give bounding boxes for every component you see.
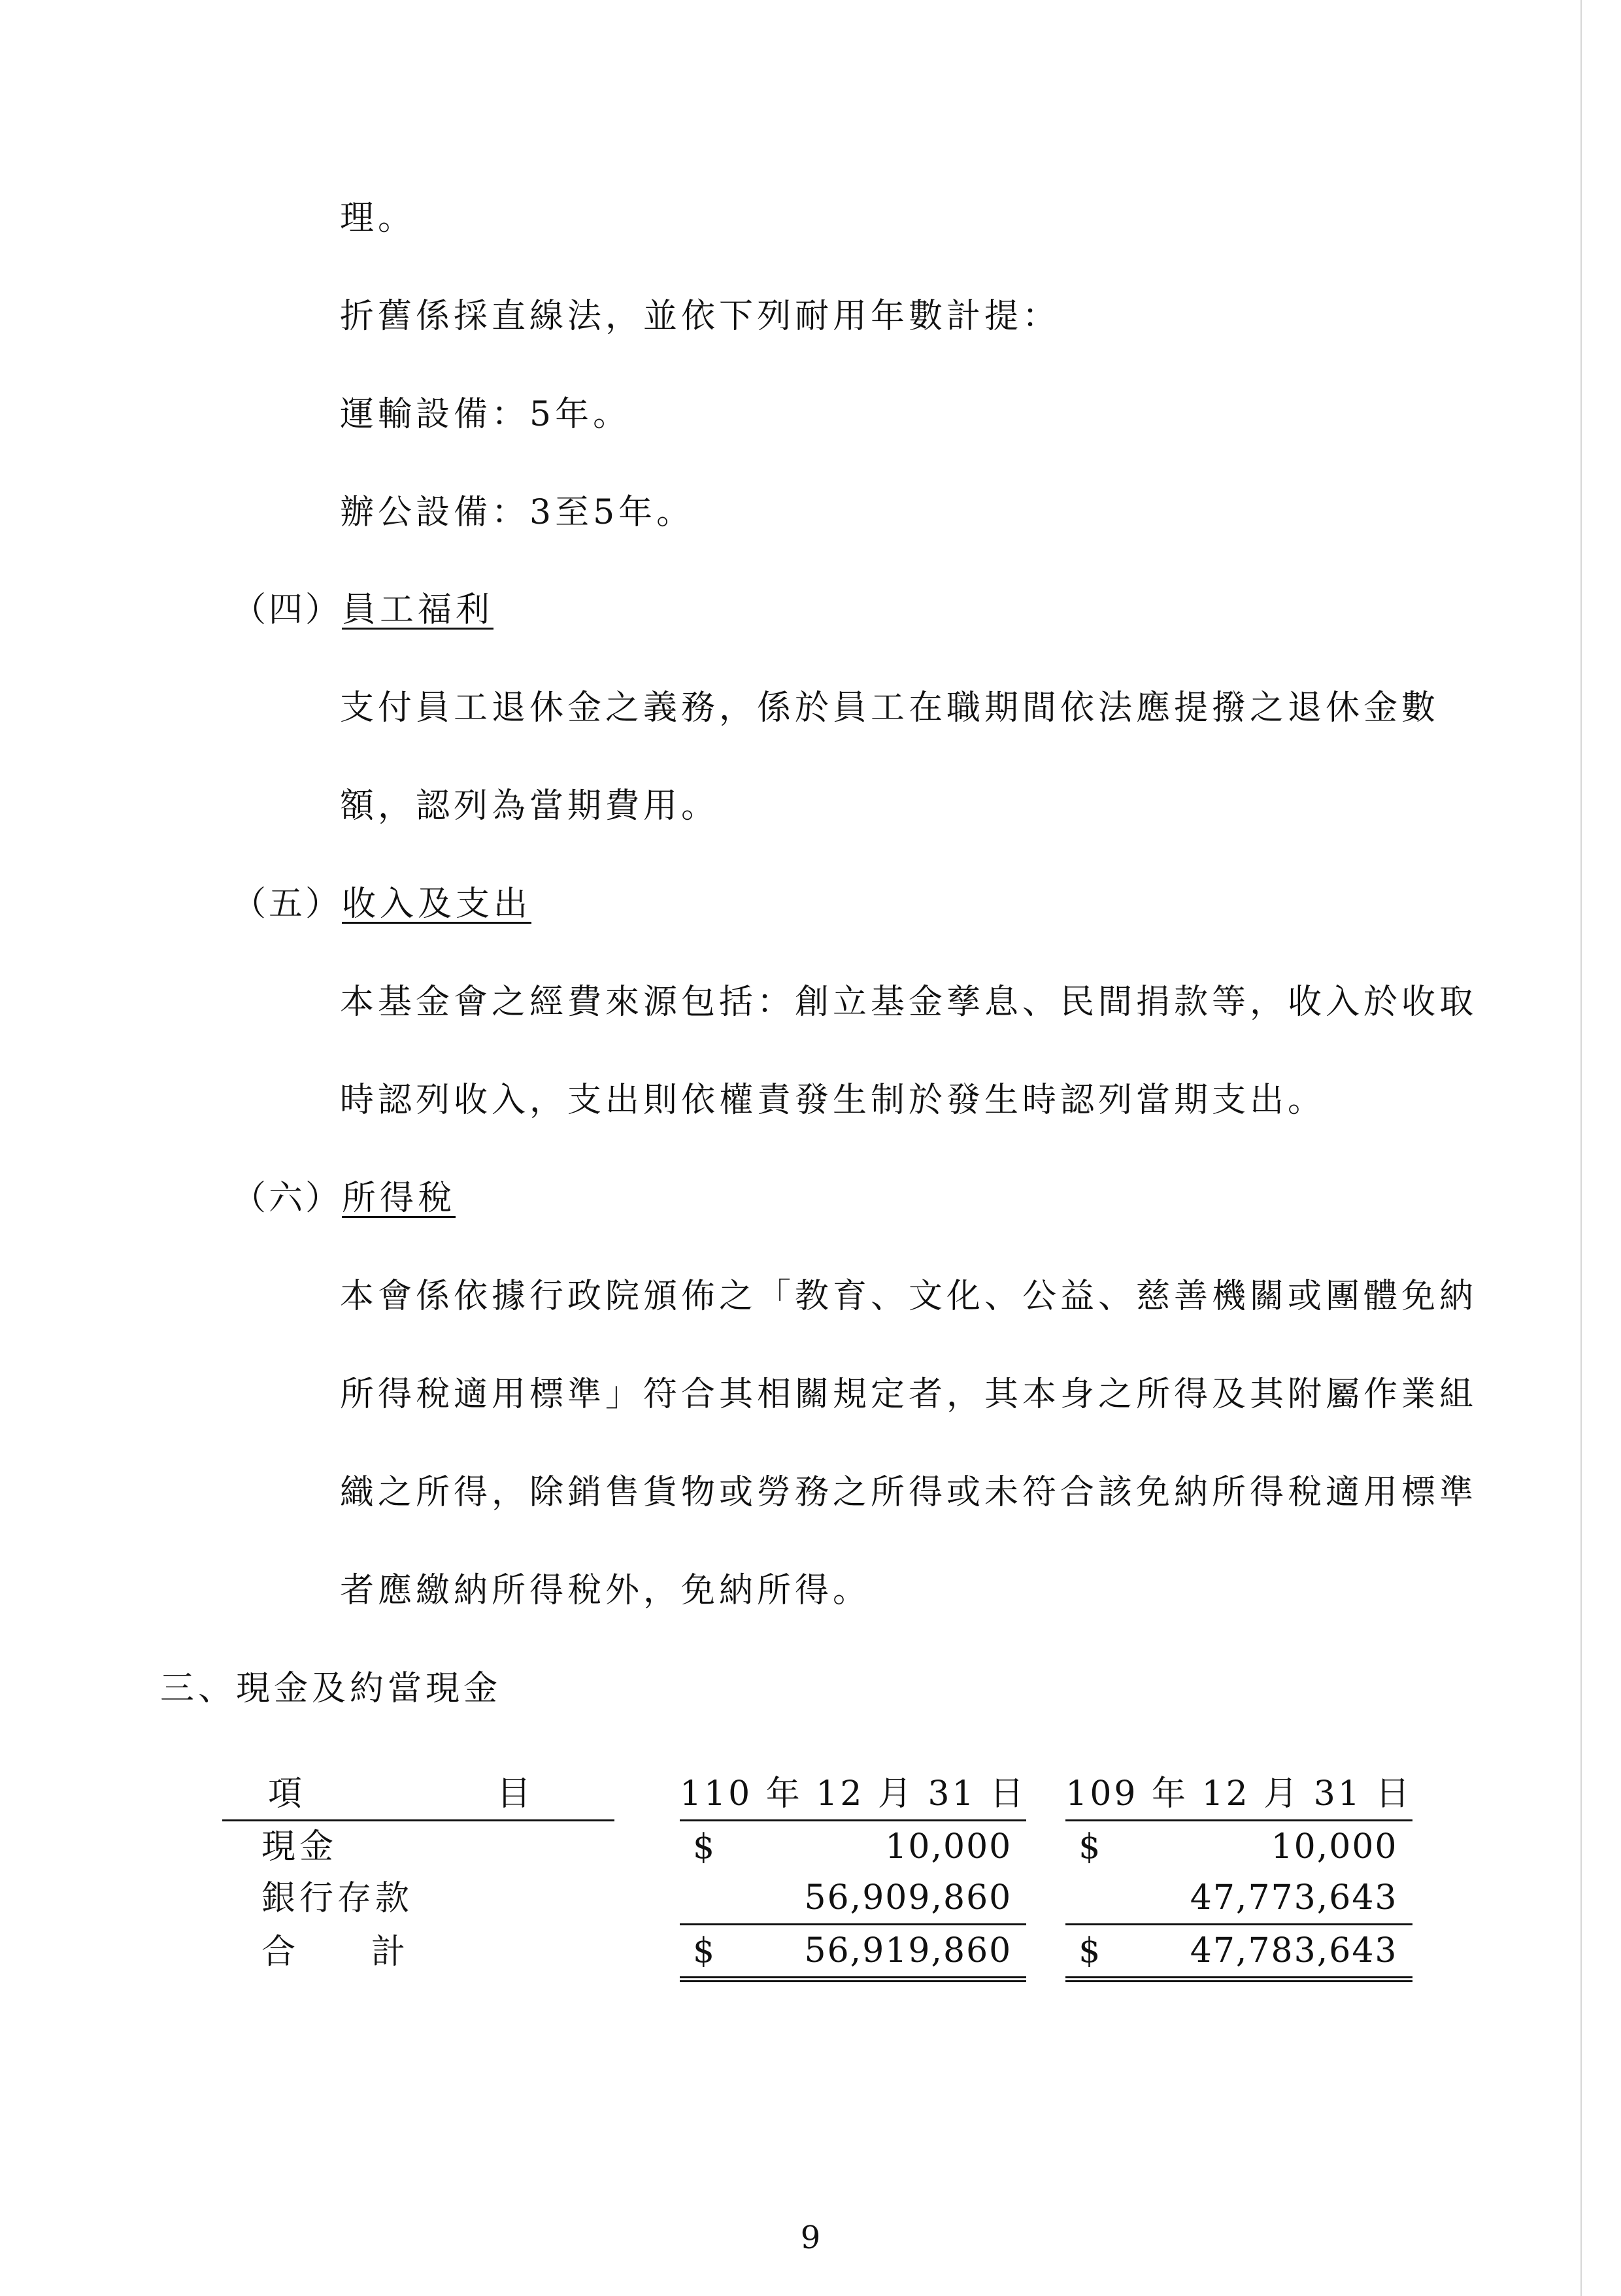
table-header-row: [222, 1768, 1412, 1821]
cell-value: 56,909,860: [804, 1878, 1012, 1917]
section-heading: [232, 1175, 456, 1222]
body-line: 額，認列為當期費用。: [340, 786, 720, 826]
header-col-2020: 109 年 12 月 31 日: [1065, 1768, 1412, 1821]
body-line: 織之所得，除銷售貨物或勞務之所得或未符合該免納所得稅適用標準: [340, 1473, 1478, 1512]
body-line: 本基金會之經費來源包括：創立基金孳息、民間捐款等，收入於收取: [340, 983, 1478, 1022]
currency-sign: $: [1078, 1827, 1102, 1866]
body-line: 支付員工退休金之義務，係於員工在職期間依法應提撥之退休金數: [340, 688, 1440, 728]
page-number: 9: [800, 2220, 821, 2256]
body-line: 者應繳納所得稅外，免納所得。: [340, 1571, 871, 1610]
row-label: 銀行存款: [261, 1878, 414, 1918]
section-title: 所得稅: [342, 1179, 456, 1218]
section-title: 收入及支出: [342, 885, 532, 924]
table-row: [222, 1872, 1412, 1925]
cell-value: $ 10,000: [1065, 1821, 1412, 1873]
body-line: 辦公設備：3至5年。: [340, 493, 695, 532]
cash-table: [222, 1768, 1412, 1982]
header-item-a: 項: [268, 1774, 303, 1814]
currency-sign: $: [693, 1827, 716, 1866]
body-line: 時認列收入，支出則依權責發生制於發生時認列當期支出。: [340, 1081, 1326, 1120]
total-value: $ 47,783,643: [1065, 1925, 1412, 1980]
header-col-2021: 110 年 12 月 31 日: [680, 1768, 1026, 1821]
section-heading: [232, 881, 531, 928]
body-line: 本會係依據行政院頒佈之「教育、文化、公益、慈善機關或團體免納: [340, 1277, 1478, 1316]
cell-value: 47,773,643: [1190, 1878, 1398, 1917]
currency-sign: $: [1078, 1931, 1102, 1970]
body-line: 運輸設備：5年。: [340, 395, 631, 434]
table-total-row: [222, 1925, 1412, 1980]
total-label: 合 計: [261, 1932, 410, 1972]
cell-value: $ 10,000: [680, 1821, 1026, 1873]
body-line: 理。: [340, 199, 416, 238]
section-heading: [232, 586, 493, 633]
section-title: 員工福利: [342, 590, 494, 630]
section-number: （四）: [232, 590, 343, 630]
total-value: $ 56,919,860: [680, 1925, 1026, 1980]
table-row: [222, 1821, 1412, 1873]
section-number: （六）: [232, 1179, 343, 1218]
header-item-b: 目: [497, 1774, 531, 1814]
header-item: [222, 1768, 614, 1821]
chapter-heading: 三、現金及約當現金: [160, 1669, 502, 1708]
body-line: 折舊係採直線法，並依下列耐用年數計提：: [340, 297, 1061, 336]
currency-sign: $: [693, 1931, 716, 1970]
row-label: 現金: [261, 1827, 338, 1866]
scan-edge: [1580, 0, 1582, 2296]
section-number: （五）: [232, 885, 343, 924]
body-line: 所得稅適用標準」符合其相關規定者，其本身之所得及其附屬作業組: [340, 1375, 1478, 1414]
